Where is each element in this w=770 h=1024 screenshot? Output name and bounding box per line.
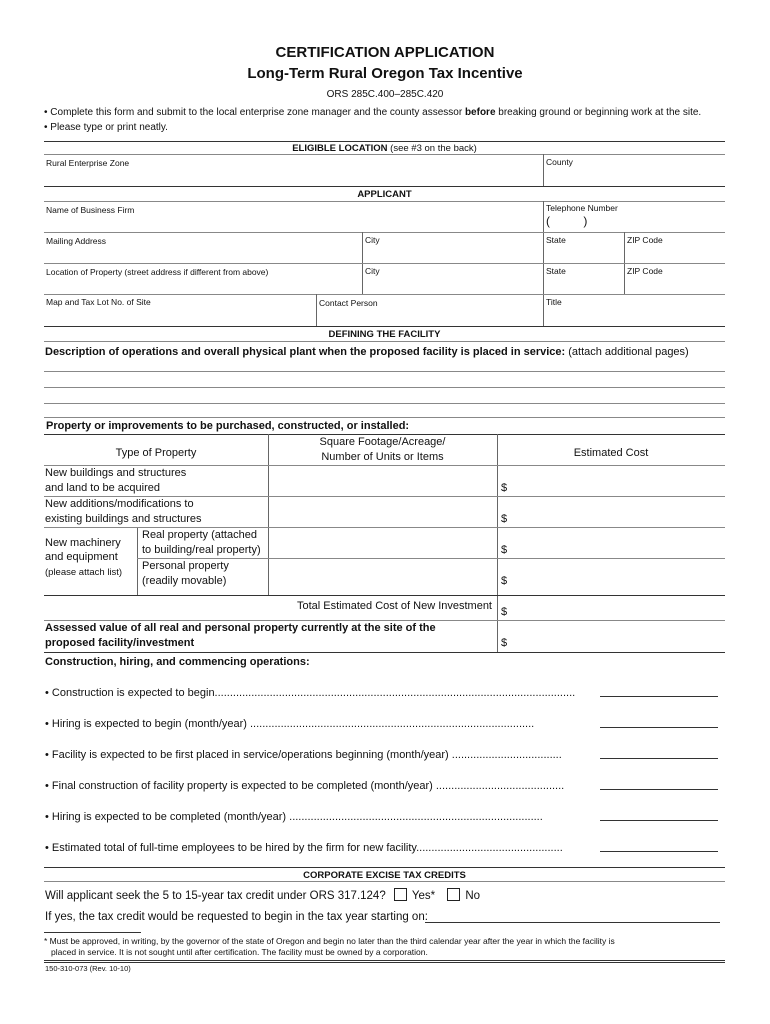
property-table-heading: Property or improvements to be purchased, constructed, or installed: <box>46 420 410 432</box>
total-estimated-cost-label: Total Estimated Cost of New Investment <box>296 600 492 612</box>
property-city-field[interactable]: City <box>365 266 380 276</box>
telephone-area-code[interactable]: ( ) <box>546 214 588 228</box>
eligible-location-heading: ELIGIBLE LOCATION (see #3 on the back) <box>292 143 477 154</box>
tax-credit-question-row <box>45 888 480 902</box>
col-type-of-property: Type of Property <box>115 447 197 459</box>
footnote-line-2: placed in service. It is not sought until after certification. The facility must be owned by a corporation. <box>51 947 428 957</box>
business-firm-field[interactable]: Name of Business Firm <box>46 205 135 215</box>
mailing-zip-field[interactable]: ZIP Code <box>627 235 663 245</box>
instruction-2: • Please type or print neatly. <box>44 122 168 133</box>
schedule-construction-complete: • Final construction of facility property is expected to be completed (month/year) .......................................... <box>45 780 565 792</box>
row-new-buildings: New buildings and structures <box>45 467 187 479</box>
description-line-2[interactable] <box>44 387 725 388</box>
applicant-heading: APPLICANT <box>357 189 412 200</box>
mailing-state-field[interactable]: State <box>546 235 566 245</box>
cost-buildings-dollar[interactable]: $ <box>501 482 508 494</box>
yes-checkbox[interactable] <box>394 888 407 901</box>
col-sqft-line2: Number of Units or Items <box>321 451 444 463</box>
row-new-buildings-2: and land to be acquired <box>45 482 160 494</box>
corporate-excise-heading: CORPORATE EXCISE TAX CREDITS <box>303 870 466 881</box>
no-label: No <box>465 890 481 902</box>
total-cost-dollar[interactable]: $ <box>501 606 508 618</box>
property-state-field[interactable]: State <box>546 266 566 276</box>
description-line-1[interactable] <box>44 371 725 372</box>
cost-personal-property-dollar[interactable]: $ <box>501 575 508 587</box>
hiring-begin-input[interactable] <box>600 727 718 728</box>
construction-begin-input[interactable] <box>600 696 718 697</box>
title-field[interactable]: Title <box>546 297 562 307</box>
assessed-value-label-2: proposed facility/investment <box>45 637 195 649</box>
schedule-construction-begin: • Construction is expected to begin...................................................................................................................... <box>45 687 576 699</box>
row-personal-property-2: (readily movable) <box>142 575 227 587</box>
row-real-property: Real property (attached <box>142 529 257 541</box>
rural-enterprise-zone-field[interactable]: Rural Enterprise Zone <box>46 158 130 168</box>
property-zip-field[interactable]: ZIP Code <box>627 266 663 276</box>
assessed-value-label: Assessed value of all real and personal property currently at the site of the <box>45 622 436 634</box>
col-estimated-cost: Estimated Cost <box>573 447 649 459</box>
employees-total-input[interactable] <box>600 851 718 852</box>
row-machinery-2: and equipment <box>45 551 118 563</box>
description-line-3[interactable] <box>44 403 725 404</box>
form-subtitle: Long-Term Rural Oregon Tax Incentive <box>247 65 523 82</box>
mailing-city-field[interactable]: City <box>365 235 380 245</box>
mailing-address-field[interactable]: Mailing Address <box>46 236 107 246</box>
map-tax-lot-field[interactable]: Map and Tax Lot No. of Site <box>46 297 151 307</box>
county-field[interactable]: County <box>546 157 573 167</box>
assessed-value-dollar[interactable]: $ <box>501 637 508 649</box>
row-machinery: New machinery <box>45 537 121 549</box>
cost-additions-dollar[interactable]: $ <box>501 513 508 525</box>
hiring-complete-input[interactable] <box>600 820 718 821</box>
telephone-field[interactable]: Telephone Number <box>546 203 618 213</box>
contact-person-field[interactable]: Contact Person <box>319 298 378 308</box>
property-location-field[interactable]: Location of Property (street address if different from above) <box>46 267 269 277</box>
statute-reference: ORS 285C.400–285C.420 <box>326 89 444 100</box>
col-sqft-line1: Square Footage/Acreage/ <box>319 436 446 448</box>
schedule-employees-total: • Estimated total of full-time employees to be hired by the firm for new facility................................................ <box>45 842 563 854</box>
cost-real-property-dollar[interactable]: $ <box>501 544 508 556</box>
placed-in-service-input[interactable] <box>600 758 718 759</box>
row-real-property-2: to building/real property) <box>142 544 261 556</box>
form-title: CERTIFICATION APPLICATION <box>275 44 495 61</box>
operations-description-label: Description of operations and overall physical plant when the proposed facility is placed in service: (attach additional pages) <box>45 346 689 358</box>
row-machinery-note: (please attach list) <box>45 567 123 578</box>
schedule-hiring-begin: • Hiring is expected to begin (month/year) ............................................................................................. <box>45 718 535 730</box>
yes-label: Yes* <box>411 890 436 902</box>
footnote-line-1: * Must be approved, in writing, by the governor of the state of Oregon and begin no later than the third calendar year after the year in which the facility is <box>44 936 615 946</box>
schedule-placed-in-service: • Facility is expected to be first placed in service/operations beginning (month/year) .................................... <box>45 749 562 761</box>
construction-complete-input[interactable] <box>600 789 718 790</box>
row-additions: New additions/modifications to <box>45 498 194 510</box>
instruction-1: • Complete this form and submit to the local enterprise zone manager and the county assessor before breaking ground or beginning work at the site. <box>44 107 702 118</box>
tax-year-input[interactable] <box>425 922 720 923</box>
defining-facility-heading: DEFINING THE FACILITY <box>328 329 441 340</box>
row-additions-2: existing buildings and structures <box>45 513 202 525</box>
construction-heading: Construction, hiring, and commencing operations: <box>45 656 310 668</box>
tax-credit-question: Will applicant seek the 5 to 15-year tax credit under ORS 317.124? <box>45 890 386 902</box>
schedule-hiring-complete: • Hiring is expected to be completed (month/year) ................................................................................... <box>45 811 543 823</box>
no-checkbox[interactable] <box>447 888 460 901</box>
row-personal-property: Personal property <box>142 560 229 572</box>
form-number: 150-310-073 (Rev. 10-10) <box>45 964 131 973</box>
tax-year-label: If yes, the tax credit would be requested to begin in the tax year starting on: <box>45 911 428 923</box>
